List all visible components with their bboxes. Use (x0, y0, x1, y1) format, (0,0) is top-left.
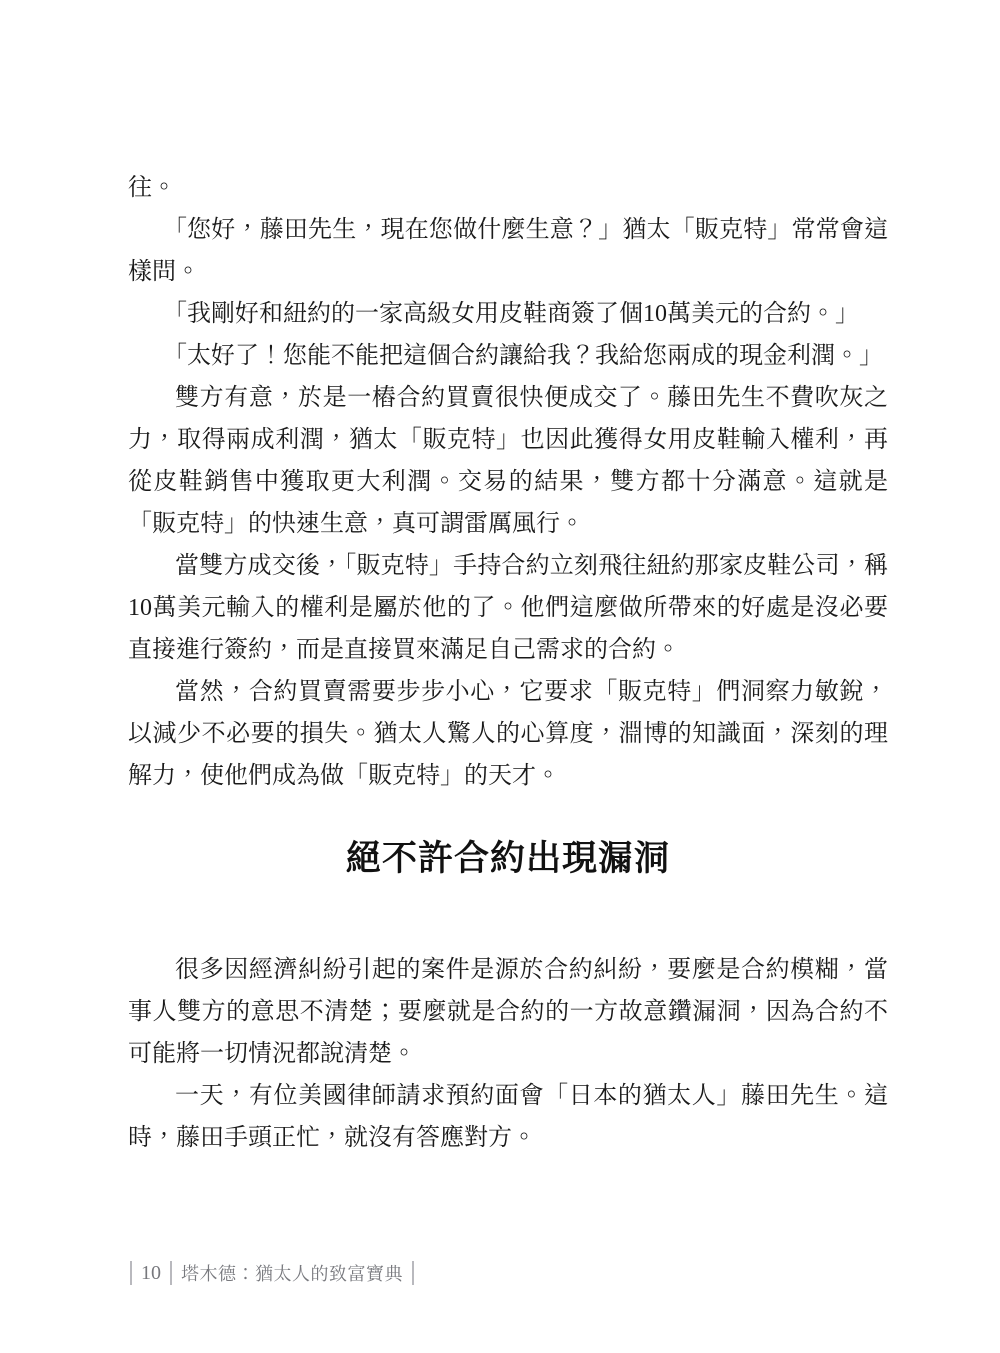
page-number: 10 (141, 1261, 161, 1284)
paragraph-dialogue: 「太好了！您能不能把這個合約讓給我？我給您兩成的現金利潤。」 (163, 343, 883, 369)
section-heading: 絕不許合約出現漏洞 (345, 839, 670, 878)
paragraph-dialogue: 「我剛好和紐約的一家高級女用皮鞋商簽了個10萬美元的合約。」 (163, 301, 859, 327)
footer-divider-icon (412, 1261, 414, 1285)
paragraph: 很多因經濟糾紛引起的案件是源於合約糾紛，要麼是合約模糊，當事人雙方的意思不清楚；要麼就是合約的一方故意鑽漏洞，因為合約不可能將一切情況都說清楚。 (128, 957, 888, 1067)
paragraph-continuation: 往。 (128, 175, 176, 201)
page-body (128, 167, 888, 1159)
paragraph: 雙方有意，於是一樁合約買賣很快便成交了。藤田先生不費吹灰之力，取得兩成利潤，猶太「販克特」也因此獲得女用皮鞋輸入權利，再從皮鞋銷售中獲取更大利潤。交易的結果，雙方都十分滿意。這就是「販克特」的快速生意，真可謂雷厲風行。 (128, 385, 888, 537)
paragraph: 當雙方成交後，「販克特」手持合約立刻飛往紐約那家皮鞋公司，稱10萬美元輸入的權利是屬於他的了。他們這麼做所帶來的好處是沒必要直接進行簽約，而是直接買來滿足自己需求的合約。 (128, 553, 888, 663)
paragraph-dialogue: 「您好，藤田先生，現在您做什麼生意？」猶太「販克特」常常會這樣問。 (128, 217, 888, 285)
paragraph: 一天，有位美國律師請求預約面會「日本的猶太人」藤田先生。這時，藤田手頭正忙，就沒有答應對方。 (128, 1083, 888, 1151)
footer-divider-icon (170, 1261, 172, 1285)
footer-divider-icon (130, 1261, 132, 1285)
paragraph: 當然，合約買賣需要步步小心，它要求「販克特」們洞察力敏銳，以減少不必要的損失。猶太人驚人的心算度，淵博的知識面，深刻的理解力，使他們成為做「販克特」的天才。 (128, 679, 888, 789)
page-footer (130, 1258, 414, 1288)
book-title: 塔木德：猶太人的致富寶典 (181, 1264, 403, 1284)
